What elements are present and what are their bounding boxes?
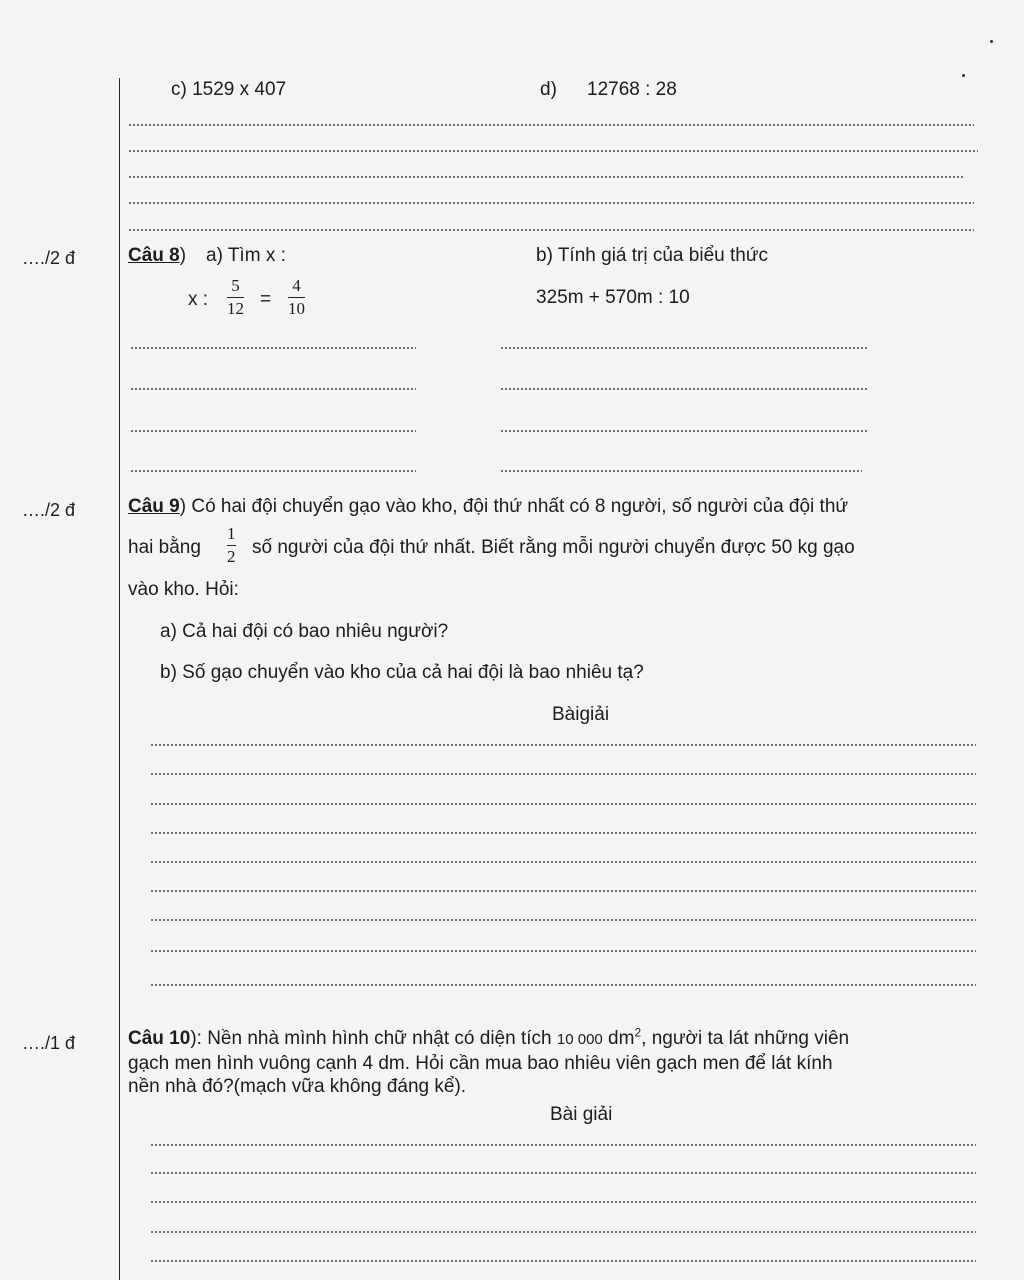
answer-line[interactable] — [150, 803, 976, 805]
q10-line1-end: , người ta lát những viên — [641, 1028, 850, 1049]
q8-title-paren: ) — [179, 245, 187, 266]
fraction-denominator: 12 — [227, 299, 244, 318]
q10-line2: gạch men hình vuông cạnh 4 dm. Hỏi cần mua bao nhiêu viên gạch men để lát kính — [128, 1053, 833, 1074]
answer-line[interactable] — [150, 984, 976, 986]
q7-c-expression: c) 1529 x 407 — [171, 79, 287, 100]
q10-line1-start: ): Nền nhà mình hình chữ nhật có diện tích — [190, 1028, 552, 1049]
answer-line[interactable] — [150, 950, 976, 952]
q7-d-expression: 12768 : 28 — [587, 79, 677, 100]
q10-score: …./1 đ — [22, 1033, 76, 1053]
answer-line[interactable] — [150, 890, 976, 892]
q9-question-a: a) Cả hai đội có bao nhiêu người? — [160, 621, 449, 642]
fraction-numerator: 4 — [292, 276, 301, 295]
answer-line[interactable] — [150, 1201, 976, 1203]
answer-line[interactable] — [150, 1172, 976, 1174]
q9-title: Câu 9 — [128, 496, 180, 517]
answer-line[interactable] — [130, 347, 416, 349]
answer-line[interactable] — [150, 832, 976, 834]
answer-line[interactable] — [130, 388, 416, 390]
q10-title: Câu 10 — [128, 1028, 191, 1049]
answer-line[interactable] — [128, 150, 978, 152]
answer-line[interactable] — [150, 919, 976, 921]
q7-d-label: d) — [540, 79, 557, 100]
answer-line[interactable] — [500, 347, 868, 349]
fraction-denominator: 2 — [227, 547, 236, 566]
fraction-bar — [288, 297, 305, 298]
fraction-bar — [227, 545, 236, 546]
q8-b-text: b) Tính giá trị của biểu thức — [536, 245, 769, 266]
fraction-denominator: 10 — [288, 299, 305, 318]
answer-line[interactable] — [130, 470, 416, 472]
q8-a-text: a) Tìm x : — [206, 245, 286, 266]
fraction-bar — [227, 297, 244, 298]
scan-speck — [990, 40, 993, 43]
answer-line[interactable] — [500, 430, 868, 432]
q8-equals: = — [260, 289, 272, 310]
q9-question-b: b) Số gạo chuyển vào kho của cả hai đội là bao nhiêu tạ? — [160, 662, 644, 683]
answer-line[interactable] — [128, 202, 974, 204]
answer-line[interactable] — [150, 773, 976, 775]
answer-line[interactable] — [128, 176, 964, 178]
q9-line2-start: hai bằng — [128, 537, 201, 558]
answer-line[interactable] — [500, 470, 862, 472]
q9-solution-label: Bàigiải — [552, 704, 610, 725]
q8-fraction-2 — [288, 276, 305, 319]
q8-x-label: x : — [188, 289, 209, 310]
answer-line[interactable] — [150, 1260, 976, 1262]
q10-area-unit: dm — [608, 1028, 635, 1049]
q8-b-expression: 325m + 570m : 10 — [536, 287, 690, 308]
q10-area-exponent: 2 — [634, 1025, 642, 1040]
q8-fraction-1 — [227, 276, 244, 319]
answer-line[interactable] — [150, 744, 976, 746]
q10-line3: nền nhà đó?(mạch vữa không đáng kể). — [128, 1076, 467, 1097]
fraction-numerator: 1 — [227, 524, 236, 543]
q9-score: …./2 đ — [22, 500, 76, 520]
answer-line[interactable] — [500, 388, 868, 390]
q9-line3: vào kho. Hỏi: — [128, 579, 239, 600]
answer-line[interactable] — [150, 861, 976, 863]
margin-rule — [119, 78, 120, 1280]
q9-fraction — [227, 524, 236, 567]
answer-line[interactable] — [128, 124, 974, 126]
fraction-numerator: 5 — [231, 276, 240, 295]
answer-line[interactable] — [150, 1231, 976, 1233]
q10-solution-label: Bài giải — [550, 1104, 613, 1125]
q9-line2-end: số người của đội thứ nhất. Biết rằng mỗi người chuyển được 50 kg gạo — [252, 537, 855, 558]
q9-line1: ) Có hai đội chuyển gạo vào kho, đội thứ nhất có 8 người, số người của đội thứ — [179, 496, 849, 517]
q8-score: …./2 đ — [22, 248, 76, 268]
answer-line[interactable] — [128, 229, 974, 231]
scan-speck — [962, 74, 965, 77]
answer-line[interactable] — [130, 430, 416, 432]
answer-line[interactable] — [150, 1144, 976, 1146]
q8-title: Câu 8 — [128, 245, 180, 266]
q10-area-value: 10 000 — [556, 1031, 603, 1048]
